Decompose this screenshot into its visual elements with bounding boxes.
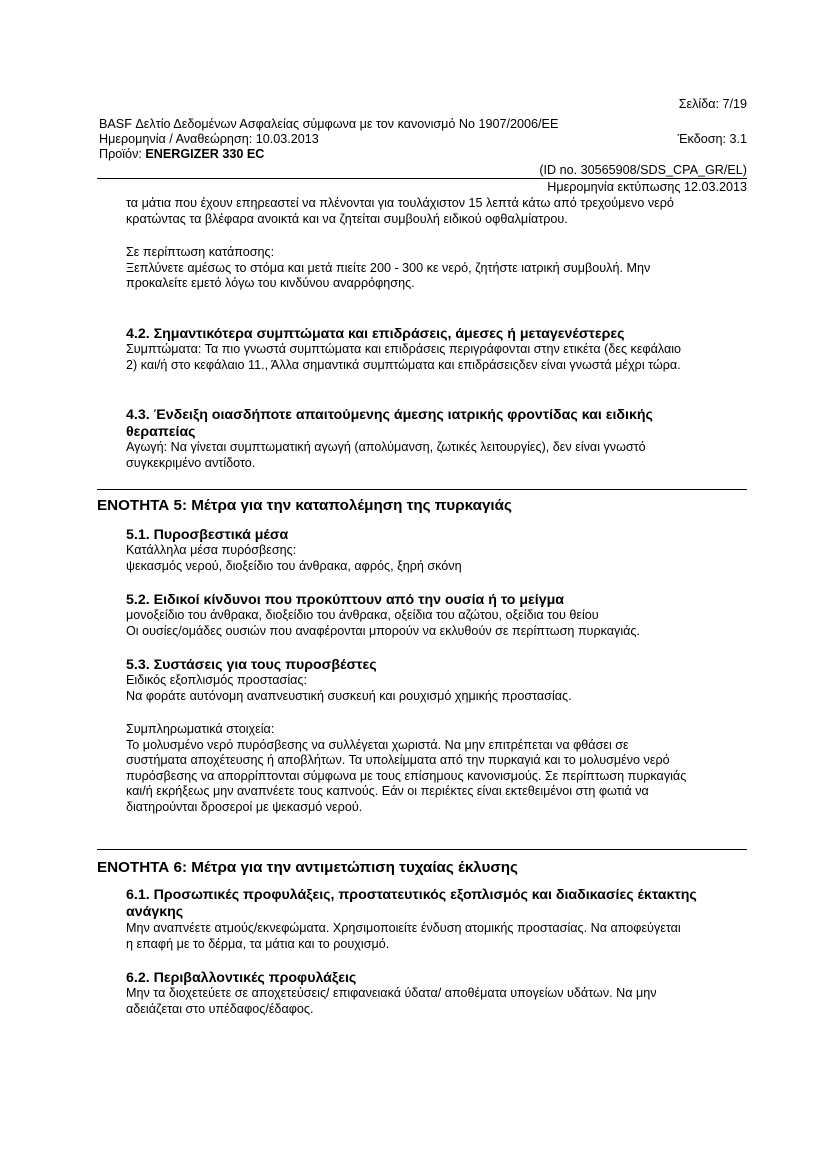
header-divider <box>97 178 747 179</box>
text-line: Κατάλληλα μέσα πυρόσβεσης: <box>126 543 297 557</box>
subsection-5-3-body <box>126 673 746 704</box>
text-line: Οι ουσίες/ομάδες ουσιών που αναφέρονται μπορούν να εκλυθούν σε περίπτωση πυρκαγιάς. <box>126 623 640 638</box>
text-line: κρατώντας τα βλέφαρα ανοικτά και να ζητείται συμβουλή ειδικού οφθαλμίατρου. <box>126 211 568 226</box>
subsection-4-3-title <box>126 407 726 440</box>
subsection-4-2-body <box>126 342 746 373</box>
text-line: Μην αναπνέετε ατμούς/εκνεφώματα. Χρησιμοποιείτε ένδυση ατομικής προστασίας. Να αποφεύγεται <box>126 921 681 935</box>
section-5-divider <box>97 489 747 490</box>
product-line <box>99 147 264 163</box>
subsection-5-1-body <box>126 543 746 574</box>
ingestion-instructions <box>126 245 746 292</box>
text-line: συγκεκριμένο αντίδοτο. <box>126 455 256 470</box>
title-line: θεραπείας <box>126 423 196 440</box>
title-line: 6.1. Προσωπικές προφυλάξεις, προστατευτικός εξοπλισμός και διαδικασίες έκτακτης <box>126 887 697 903</box>
text-line: διατηρούνται δροσεροί με ψεκασμό νερού. <box>126 799 363 814</box>
text-line: Ειδικός εξοπλισμός προστασίας: <box>126 673 307 687</box>
subsection-6-1-body <box>126 921 746 952</box>
text-line: Ξεπλύνετε αμέσως το στόμα και μετά πιείτε 200 - 300 κε νερό, ζητήστε ιατρική συμβουλή. Μην <box>126 260 651 275</box>
subsection-5-2-title: 5.2. Ειδικοί κίνδυνοι που προκύπτουν από την ουσία ή το μείγμα <box>126 592 565 608</box>
subsection-6-2-body <box>126 986 746 1017</box>
text-line: Συμπτώματα: Τα πιο γνωστά συμπτώματα και επιδράσεις περιγράφονται στην ετικέτα (δες κεφάλαιο <box>126 342 682 356</box>
section-5-title: ΕΝΟΤΗΤΑ 5: Μέτρα για την καταπολέμηση της πυρκαγιάς <box>97 497 512 514</box>
eyes-instructions <box>126 196 746 227</box>
subsection-4-2-title: 4.2. Σημαντικότερα συμπτώματα και επιδράσεις, άμεσες ή μεταγενέστερες <box>126 326 625 342</box>
text-line: ψεκασμός νερού, διοξείδιο του άνθρακα, αφρός, ξηρή σκόνη <box>126 558 462 573</box>
subsection-5-1-title: 5.1. Πυροσβεστικά μέσα <box>126 527 289 543</box>
text-line: Συμπληρωματικά στοιχεία: <box>126 722 275 736</box>
subsection-5-3-title: 5.3. Συστάσεις για τους πυροσβέστες <box>126 657 377 673</box>
text-line: Να φοράτε αυτόνομη αναπνευστική συσκευή και ρουχισμό χημικής προστασίας. <box>126 688 572 703</box>
text-line: συστήματα αποχέτευσης ή αποβλήτων. Τα υπολείμματα από την πυρκαγιά και το μολυσμένο νερό <box>126 753 670 768</box>
product-name: ENERGIZER 330 EC <box>145 147 265 161</box>
product-label: Προϊόν: <box>99 147 146 161</box>
section-6-title: ΕΝΟΤΗΤΑ 6: Μέτρα για την αντιμετώπιση τυχαίας έκλυσης <box>97 859 518 876</box>
section-6-divider <box>97 849 747 850</box>
text-line: Αγωγή: Να γίνεται συμπτωματική αγωγή (απολύμανση, ζωτικές λειτουργίες), δεν είναι γνωστό <box>126 440 646 454</box>
text-line: μονοξείδιο του άνθρακα, διοξείδιο του άνθρακα, οξείδια του αζώτου, οξείδια του θείου <box>126 608 599 622</box>
title-line: 4.3. Ένδειξη οιασδήποτε απαιτούμενης άμεσης ιατρικής φροντίδας και ειδικής <box>126 407 653 423</box>
print-date: Ημερομηνία εκτύπωσης 12.03.2013 <box>547 180 747 194</box>
page-number: Σελίδα: 7/19 <box>678 97 747 111</box>
subsection-5-2-body <box>126 608 746 639</box>
document-title: BASF Δελτίο Δεδομένων Ασφαλείας σύμφωνα με τον κανονισμό Νο 1907/2006/ΕΕ <box>99 117 559 131</box>
revision-date: Ημερομηνία / Αναθεώρηση: 10.03.2013 <box>99 132 319 146</box>
supplementary-info <box>126 722 746 816</box>
text-line: προκαλείτε εμετό λόγω του κινδύνου αναρρόφησης. <box>126 276 415 291</box>
subsection-6-1-title <box>126 887 746 920</box>
version: Έκδοση: 3.1 <box>677 132 747 146</box>
text-line: πυρόσβεσης να απορρίπτονται σύμφωνα με τους επίσημους κανονισμούς. Σε περίπτωση πυρκαγιάς <box>126 768 687 783</box>
title-line: ανάγκης <box>126 903 184 920</box>
text-line: Το μολυσμένο νερό πυρόσβεσης να συλλέγεται χωριστά. Να μην επιτρέπεται να φθάσει σε <box>126 737 629 752</box>
subsection-4-3-body <box>126 440 746 471</box>
document-id: (ID no. 30565908/SDS_CPA_GR/EL) <box>539 163 747 177</box>
subsection-6-2-title: 6.2. Περιβαλλοντικές προφυλάξεις <box>126 970 357 986</box>
text-line: αδειάζεται στο υπέδαφος/έδαφος. <box>126 1001 314 1016</box>
text-line: Σε περίπτωση κατάποσης: <box>126 245 275 259</box>
text-line: 2) και/ή στο κεφάλαιο 11., Άλλα σημαντικά συμπτώματα και επιδράσειςδεν είναι γνωστά μέχρι τώρα. <box>126 357 681 372</box>
text-line: και/ή εκρήξεως μην αναπνέετε τους καπνούς. Εάν οι περιέκτες είναι εκτεθειμένοι στη φωτιά να <box>126 784 649 799</box>
text-line: η επαφή με το δέρμα, τα μάτια και το ρουχισμό. <box>126 936 390 951</box>
text-line: Μην τα διοχετεύετε σε αποχετεύσεις/ επιφανειακά ύδατα/ αποθέματα υπογείων υδάτων. Να μην <box>126 986 657 1000</box>
text-line: τα μάτια που έχουν επηρεαστεί να πλένονται για τουλάχιστον 15 λεπτά κάτω από τρεχούμενο νερό <box>126 196 674 210</box>
